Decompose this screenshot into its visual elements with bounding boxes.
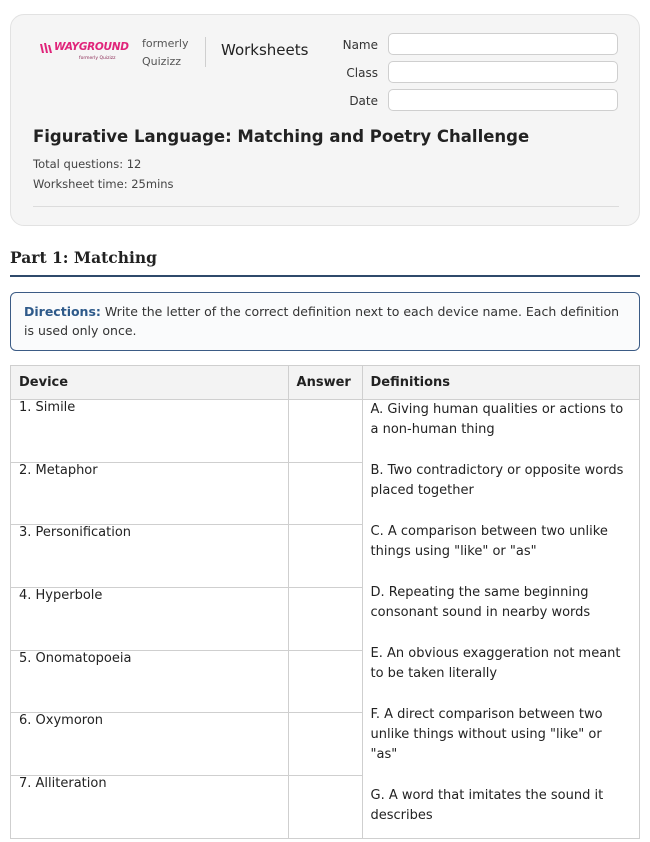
answer-cell[interactable] [288,525,362,588]
device-cell: 6. Oxymoron [11,713,289,776]
class-label: Class [346,66,378,80]
header-divider [205,37,206,67]
definition-item: D. Repeating the same beginning consonant sound in nearby words [370,585,591,620]
directions-label: Directions: [24,304,101,319]
device-cell: 5. Onomatopoeia [11,650,289,713]
answer-cell[interactable] [288,400,362,463]
answer-cell[interactable] [288,588,362,651]
definition-item: F. A direct comparison between two unlike things without using "like" or "as" [370,707,603,762]
worksheet-header-card [10,14,640,226]
answer-cell[interactable] [288,650,362,713]
part-1-rule [10,275,640,277]
definitions-cell [362,400,640,839]
answer-column-header: Answer [288,366,362,400]
directions-box [10,292,640,351]
formerly-quizizz-note [142,35,202,71]
wayground-logo [39,41,129,71]
total-questions: Total questions: 12 [33,157,142,171]
class-field[interactable] [388,61,618,83]
definition-item: B. Two contradictory or opposite words placed together [370,463,624,498]
answer-cell[interactable] [288,713,362,776]
definition-item: C. A comparison between two unlike things using "like" or "as" [370,524,608,559]
worksheet-title: Figurative Language: Matching and Poetry Challenge [33,127,530,146]
device-cell: 7. Alliteration [11,776,289,839]
answer-cell[interactable] [288,776,362,839]
definition-item: A. Giving human qualities or actions to a non-human thing [370,402,624,437]
date-field[interactable] [388,89,618,111]
table-row [11,400,640,463]
worksheet-time: Worksheet time: 25mins [33,177,174,191]
formerly-line: formerly [142,37,189,50]
name-field[interactable] [388,33,618,55]
date-label: Date [349,94,378,108]
name-label: Name [342,38,378,52]
device-column-header: Device [11,366,289,400]
logo-wordmark: WAYGROUND [54,41,129,53]
definition-item: E. An obvious exaggeration not meant to be taken literally [370,646,621,681]
answer-cell[interactable] [288,462,362,525]
device-cell: 1. Simile [11,400,289,463]
wayground-logo-icon [39,42,55,54]
device-cell: 2. Metaphor [11,462,289,525]
matching-table [10,365,640,839]
header-rule [33,206,619,207]
logo-subtext: formerly Quizizz [79,56,116,61]
device-cell: 4. Hyperbole [11,588,289,651]
table-header-row [11,366,640,400]
quizizz-line: Quizizz [142,55,182,68]
directions-text: Write the letter of the correct definition next to each device name. Each definition is used only once. [24,304,620,338]
part-1-title: Part 1: Matching [10,248,157,267]
device-cell: 3. Personification [11,525,289,588]
definitions-column-header: Definitions [362,366,640,400]
worksheets-label: Worksheets [221,41,309,59]
definition-item: G. A word that imitates the sound it describes [370,788,604,823]
